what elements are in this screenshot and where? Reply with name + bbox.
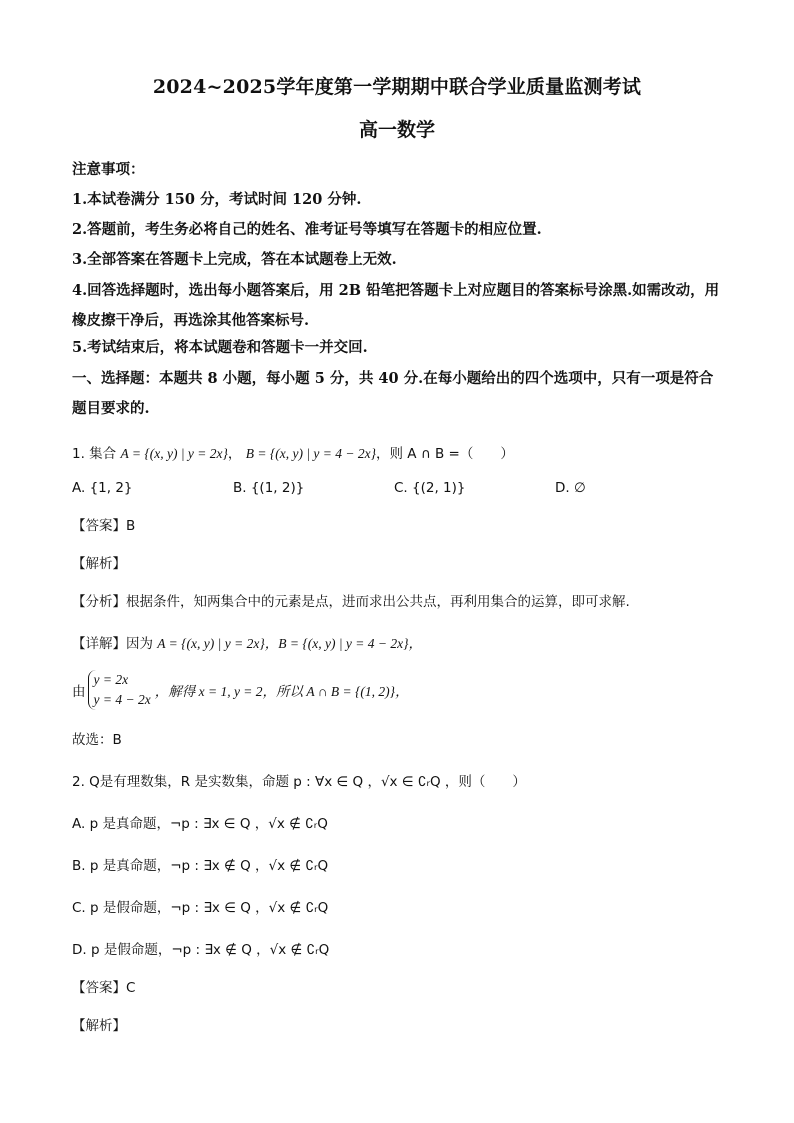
options-row xyxy=(72,480,722,496)
option-a: A. p 是真命题，¬p : ∃x ∈ Q ，√x ∉ ∁ᵣQ xyxy=(72,816,328,832)
question-stem: 1. 集合 A = {(x, y) | y = 2x}， B = {(x, y) | y = 4 − 2x}，则 A ∩ B =（ ） xyxy=(72,446,514,462)
section-heading: 一、选择题：本题共 8 小题，每小题 5 分，共 40 分.在每小题给出的四个选项中，只有一项是符合题目要求的. xyxy=(72,370,714,417)
detail-text xyxy=(72,632,722,652)
question-2 xyxy=(72,770,722,1034)
question-stem: 2. Q是有理数集，R 是实数集，命题 p : ∀x ∈ Q ，√x ∈ ∁ᵣQ ，则（ ） xyxy=(72,774,526,790)
analysis-label: 【解析】 xyxy=(72,1018,126,1034)
exam-title: 2024~2025学年度第一学期期中联合学业质量监测考试 xyxy=(152,76,642,98)
set-a: A = {(x, y) | y = 2x} xyxy=(120,446,228,461)
set-b: B = {(x, y) | y = 4 − 2x} xyxy=(245,446,377,461)
system-prefix: 由 xyxy=(72,684,86,700)
equation-system-line xyxy=(72,670,722,710)
analysis-label: 【解析】 xyxy=(72,556,126,572)
option-d: D. ∅ xyxy=(555,480,586,496)
notice-section xyxy=(72,162,722,356)
notice-item: 1.本试卷满分 150 分，考试时间 120 分钟. xyxy=(72,191,362,208)
option-d: D. p 是假命题，¬p : ∃x ∉ Q ，√x ∉ ∁ᵣQ xyxy=(72,942,330,958)
equation-system xyxy=(88,670,151,710)
detail-prefix: 【详解】因为 xyxy=(72,636,153,652)
detail-sets: A = {(x, y) | y = 2x}，B = {(x, y) | y = 4 − 2x}， xyxy=(157,636,423,651)
option-c: C. {(2, 1)} xyxy=(394,480,466,496)
equation-1: y = 2x xyxy=(93,672,129,687)
stem-suffix: ，则 A ∩ B =（ ） xyxy=(376,446,514,462)
exam-page xyxy=(72,62,722,1034)
notice-heading: 注意事项： xyxy=(72,161,145,178)
notice-item: 4.回答选择题时，选出每小题答案后，用 2B 铅笔把答题卡上对应题目的答案标号涂黑.如需改动，用橡皮擦干净后，再选涂其他答案标号. xyxy=(72,282,720,329)
option-b: B. {(1, 2)} xyxy=(233,480,305,496)
option-a: A. {1, 2} xyxy=(72,480,133,496)
question-1 xyxy=(72,442,722,748)
conclusion: 故选：B xyxy=(72,732,122,748)
answer-label: 【答案】C xyxy=(72,980,136,996)
notice-item: 5.考试结束后，将本试题卷和答题卡一并交回. xyxy=(72,339,368,356)
analysis-text: 【分析】根据条件，知两集合中的元素是点，进而求出公共点，再利用集合的运算，即可求解. xyxy=(72,594,630,610)
system-solution: ，解得 x = 1, y = 2，所以 A ∩ B = {(1, 2)}， xyxy=(154,684,409,699)
exam-subject: 高一数学 xyxy=(358,119,435,141)
answer-label: 【答案】B xyxy=(72,518,136,534)
equation-2: y = 4 − 2x xyxy=(93,692,151,707)
notice-item: 2.答题前，考生务必将自己的姓名、准考证号等填写在答题卡的相应位置. xyxy=(72,221,542,238)
option-b: B. p 是真命题，¬p : ∃x ∉ Q ，√x ∉ ∁ᵣQ xyxy=(72,858,329,874)
notice-item: 3.全部答案在答题卡上完成，答在本试题卷上无效. xyxy=(72,251,397,268)
stem-prefix: 1. 集合 xyxy=(72,446,117,462)
option-c: C. p 是假命题，¬p : ∃x ∈ Q ，√x ∉ ∁ᵣQ xyxy=(72,900,329,916)
